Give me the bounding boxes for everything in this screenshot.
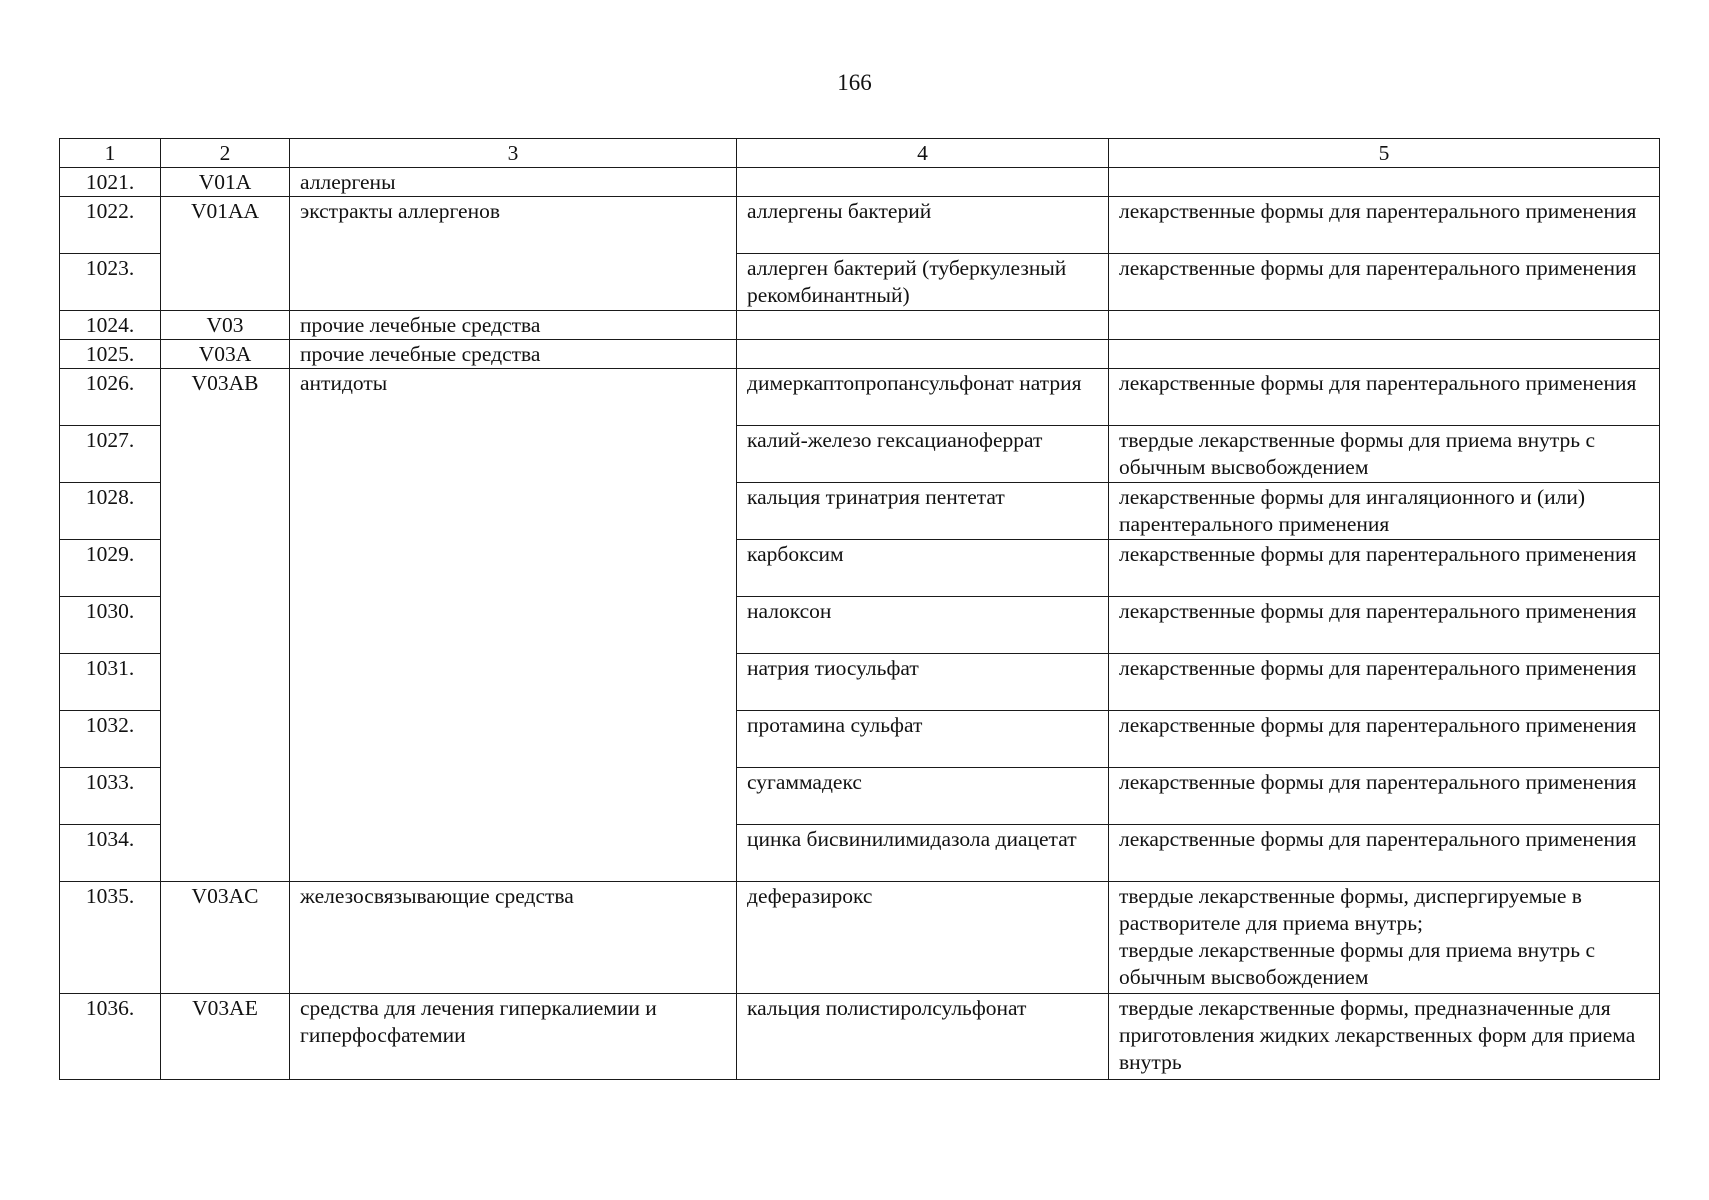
atc-code: V03AE xyxy=(161,994,290,1080)
drug-name: цинка бисвинилимидазола диацетат xyxy=(737,825,1109,882)
atc-code: V03A xyxy=(161,340,290,369)
column-header: 1 xyxy=(60,139,161,168)
atc-code: V03AB xyxy=(161,369,290,882)
row-number: 1028. xyxy=(60,483,161,540)
dosage-form: лекарственные формы для парентерального применения xyxy=(1109,654,1660,711)
column-header: 2 xyxy=(161,139,290,168)
column-header: 3 xyxy=(290,139,737,168)
dosage-form: лекарственные формы для парентерального применения xyxy=(1109,768,1660,825)
dosage-form: лекарственные формы для ингаляционного и (или) парентерального применения xyxy=(1109,483,1660,540)
drug-name: карбоксим xyxy=(737,540,1109,597)
column-header: 4 xyxy=(737,139,1109,168)
dosage-form: лекарственные формы для парентерального применения xyxy=(1109,369,1660,426)
table-row xyxy=(60,369,1660,426)
group-name: средства для лечения гиперкалиемии и гиперфосфатемии xyxy=(290,994,737,1080)
row-number: 1025. xyxy=(60,340,161,369)
row-number: 1036. xyxy=(60,994,161,1080)
table-row xyxy=(60,340,1660,369)
group-name: прочие лечебные средства xyxy=(290,340,737,369)
atc-code: V03 xyxy=(161,311,290,340)
drug-name xyxy=(737,340,1109,369)
drug-name: димеркаптопропансульфонат натрия xyxy=(737,369,1109,426)
dosage-form xyxy=(1109,168,1660,197)
dosage-form: лекарственные формы для парентерального применения xyxy=(1109,711,1660,768)
atc-code: V03AC xyxy=(161,882,290,994)
dosage-form: лекарственные формы для парентерального применения xyxy=(1109,540,1660,597)
dosage-form xyxy=(1109,882,1660,994)
drug-name xyxy=(737,168,1109,197)
drug-name xyxy=(737,311,1109,340)
drug-name: сугаммадекс xyxy=(737,768,1109,825)
row-number: 1021. xyxy=(60,168,161,197)
dosage-form-line: твердые лекарственные формы для приема внутрь с обычным высвобождением xyxy=(1119,938,1595,989)
group-name: аллергены xyxy=(290,168,737,197)
table-row xyxy=(60,994,1660,1080)
row-number: 1027. xyxy=(60,426,161,483)
group-name: антидоты xyxy=(290,369,737,882)
row-number: 1029. xyxy=(60,540,161,597)
row-number: 1035. xyxy=(60,882,161,994)
drug-name: протамина сульфат xyxy=(737,711,1109,768)
drug-name: аллергены бактерий xyxy=(737,197,1109,254)
group-name: прочие лечебные средства xyxy=(290,311,737,340)
row-number: 1024. xyxy=(60,311,161,340)
drug-name: налоксон xyxy=(737,597,1109,654)
row-number: 1023. xyxy=(60,254,161,311)
row-number: 1022. xyxy=(60,197,161,254)
group-name: железосвязывающие средства xyxy=(290,882,737,994)
dosage-form: лекарственные формы для парентерального применения xyxy=(1109,597,1660,654)
group-name: экстракты аллергенов xyxy=(290,197,737,311)
table-row xyxy=(60,197,1660,254)
drug-name: аллерген бактерий (туберкулезный рекомбинантный) xyxy=(737,254,1109,311)
dosage-form: лекарственные формы для парентерального применения xyxy=(1109,254,1660,311)
page-number: 166 xyxy=(837,70,872,95)
column-header: 5 xyxy=(1109,139,1660,168)
table-header-row xyxy=(60,139,1660,168)
drug-name: кальция тринатрия пентетат xyxy=(737,483,1109,540)
row-number: 1032. xyxy=(60,711,161,768)
atc-code: V01AA xyxy=(161,197,290,311)
dosage-form: лекарственные формы для парентерального применения xyxy=(1109,825,1660,882)
dosage-form: лекарственные формы для парентерального применения xyxy=(1109,197,1660,254)
row-number: 1034. xyxy=(60,825,161,882)
dosage-form xyxy=(1109,340,1660,369)
dosage-form: твердые лекарственные формы, предназначенные для приготовления жидких лекарственных форм для приема внутрь xyxy=(1109,994,1660,1080)
dosage-form xyxy=(1109,311,1660,340)
drug-name: калий-железо гексацианоферрат xyxy=(737,426,1109,483)
drug-name: натрия тиосульфат xyxy=(737,654,1109,711)
table-row xyxy=(60,882,1660,994)
drug-table xyxy=(59,138,1660,1080)
table-row xyxy=(60,311,1660,340)
row-number: 1033. xyxy=(60,768,161,825)
row-number: 1030. xyxy=(60,597,161,654)
table-row xyxy=(60,168,1660,197)
atc-code: V01A xyxy=(161,168,290,197)
drug-name: деферазирокс xyxy=(737,882,1109,994)
row-number: 1026. xyxy=(60,369,161,426)
row-number: 1031. xyxy=(60,654,161,711)
drug-name: кальция полистиролсульфонат xyxy=(737,994,1109,1080)
dosage-form: твердые лекарственные формы для приема внутрь с обычным высвобождением xyxy=(1109,426,1660,483)
dosage-form-line: твердые лекарственные формы, диспергируемые в растворителе для приема внутрь; xyxy=(1119,884,1582,935)
